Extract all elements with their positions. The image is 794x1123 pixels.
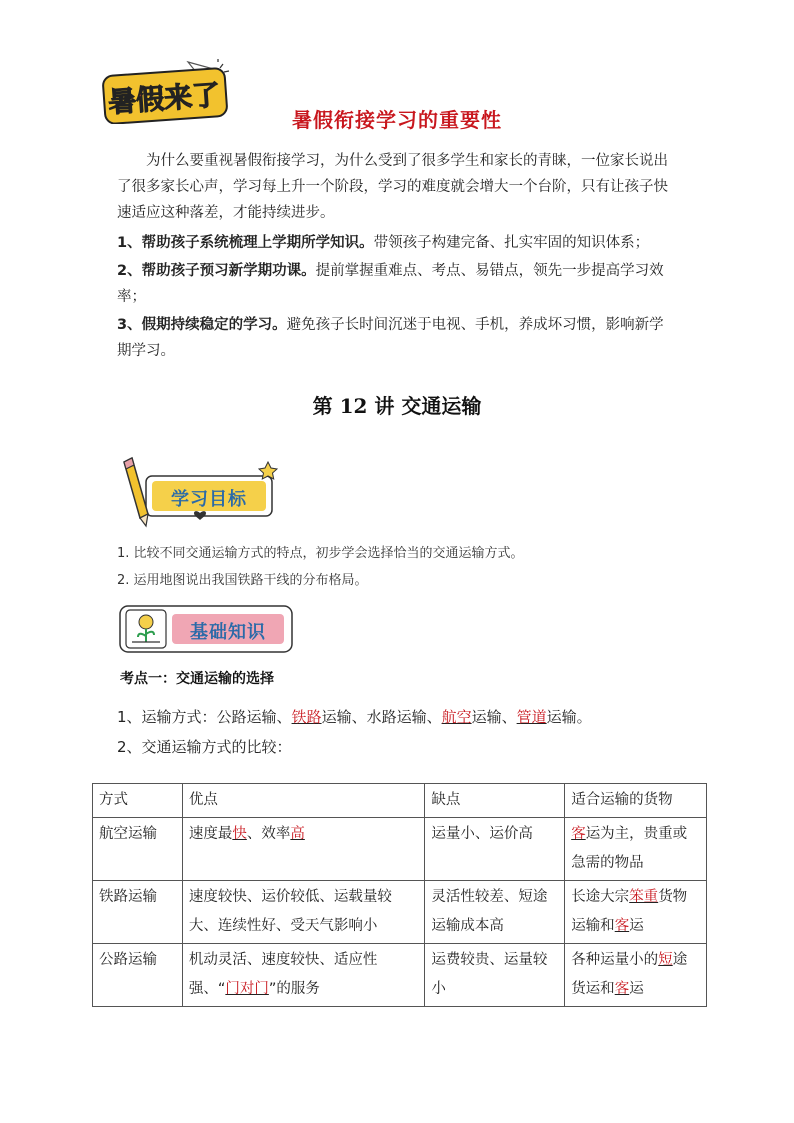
intro-point-2: [117, 258, 677, 310]
point-1-text: 带领孩子构建完备、扎实牢固的知识体系；: [373, 235, 650, 251]
rail-advantages: 速度较快、运价较低、运载量较大、连续性好、受天气影响小: [182, 881, 425, 944]
line1-highlight-rail: 铁路: [291, 708, 322, 726]
line1-part4: 运输。: [546, 708, 592, 726]
air-goods: [565, 818, 707, 881]
road-adv-text-2: ”的服务: [268, 981, 320, 997]
objective-1: 1. 比较不同交通运输方式的特点，初步学会选择恰当的交通运输方式。: [117, 546, 524, 561]
air-adv-highlight-high: 高: [290, 826, 305, 842]
road-goods-text-1: 各种运量小的: [571, 952, 659, 968]
header-mode: 方式: [93, 784, 183, 818]
table-header-row: [93, 784, 707, 818]
transport-modes-line: [117, 706, 592, 727]
road-goods: [565, 944, 707, 1007]
header-disadvantages: 缺点: [425, 784, 565, 818]
objectives-badge-label: 学习目标: [171, 489, 247, 510]
air-goods-highlight: 客: [571, 826, 586, 842]
basics-badge: [118, 604, 296, 656]
transport-comparison-table: [92, 783, 707, 1007]
lecture-title: 第 12 讲 交通运输: [312, 394, 482, 418]
line1-highlight-air: 航空: [441, 708, 472, 726]
rail-name: 铁路运输: [93, 881, 183, 944]
table-row-air: [93, 818, 707, 881]
intro-paragraph: 为什么要重视暑假衔接学习，为什么受到了很多学生和家长的青睐，一位家长说出了很多家长心声，学习每上升一个阶段，学习的难度就会增大一个台阶，只有让孩子快速适应这种落差，才能持续进步。: [117, 153, 668, 221]
intro-point-1: [117, 230, 677, 256]
comparison-line: 2、交通运输方式的比较：: [117, 738, 292, 756]
road-goods-highlight-short: 短: [658, 952, 673, 968]
line1-part1: 1、运输方式：公路运输、: [117, 708, 292, 726]
header-suitable-goods: 适合运输的货物: [565, 784, 707, 818]
objective-2: 2. 运用地图说出我国铁路干线的分布格局。: [117, 573, 368, 588]
air-name: 航空运输: [93, 818, 183, 881]
header-advantages: 优点: [182, 784, 425, 818]
keypoint-title: 考点一：交通运输的选择: [120, 671, 274, 687]
road-goods-text-2: 途货运和: [571, 952, 688, 997]
road-adv-text-1: 机动灵活、速度较快、适应性强、“: [188, 952, 378, 997]
point-3-text: 避免孩子长时间沉迷于电视、手机，养成坏习惯，影响新学期学习。: [117, 317, 664, 359]
rail-goods: [565, 881, 707, 944]
point-2-bold: 2、帮助孩子预习新学期功课。: [117, 263, 316, 279]
road-adv-highlight: 门对门: [225, 981, 269, 997]
air-adv-highlight-fast: 快: [232, 826, 247, 842]
road-advantages: [182, 944, 425, 1007]
rail-goods-text-2: 货物运输和: [571, 889, 688, 934]
air-disadvantages: 运量小、运价高: [425, 818, 565, 881]
line1-highlight-pipe: 管道: [516, 708, 547, 726]
rail-goods-text-1: 长途大宗: [571, 889, 630, 905]
air-adv-text-2: 、效率: [246, 826, 291, 842]
point-1-bold: 1、帮助孩子系统梳理上学期所学知识。: [117, 235, 374, 251]
basics-badge-label: 基础知识: [190, 622, 266, 643]
intro-heading: 暑假衔接学习的重要性: [292, 108, 502, 132]
air-adv-text-1: 速度最: [188, 826, 233, 842]
logo-text: 暑假来了: [107, 78, 222, 119]
rail-disadvantages: 灵活性较差、短途运输成本高: [425, 881, 565, 944]
objectives-badge: [118, 456, 283, 528]
road-name: 公路运输: [93, 944, 183, 1007]
rail-goods-text-3: 运: [629, 918, 644, 934]
table-row-rail: [93, 881, 707, 944]
rail-goods-highlight-passenger: 客: [614, 918, 630, 934]
road-goods-text-3: 运: [629, 981, 644, 997]
point-2-text: 提前掌握重难点、考点、易错点，领先一步提高学习效率；: [117, 263, 664, 305]
table-row-road: [93, 944, 707, 1007]
point-3-bold: 3、假期持续稳定的学习。: [117, 317, 287, 333]
road-disadvantages: 运费较贵、运量较小: [425, 944, 565, 1007]
rail-goods-highlight-bulky: 笨重: [629, 889, 659, 905]
air-goods-text: 运为主，贵重或急需的物品: [571, 826, 688, 871]
road-goods-highlight-passenger: 客: [614, 981, 630, 997]
line1-part2: 运输、水路运输、: [321, 708, 442, 726]
air-advantages: [182, 818, 425, 881]
intro-point-3: [117, 312, 677, 364]
line1-part3: 运输、: [471, 708, 517, 726]
